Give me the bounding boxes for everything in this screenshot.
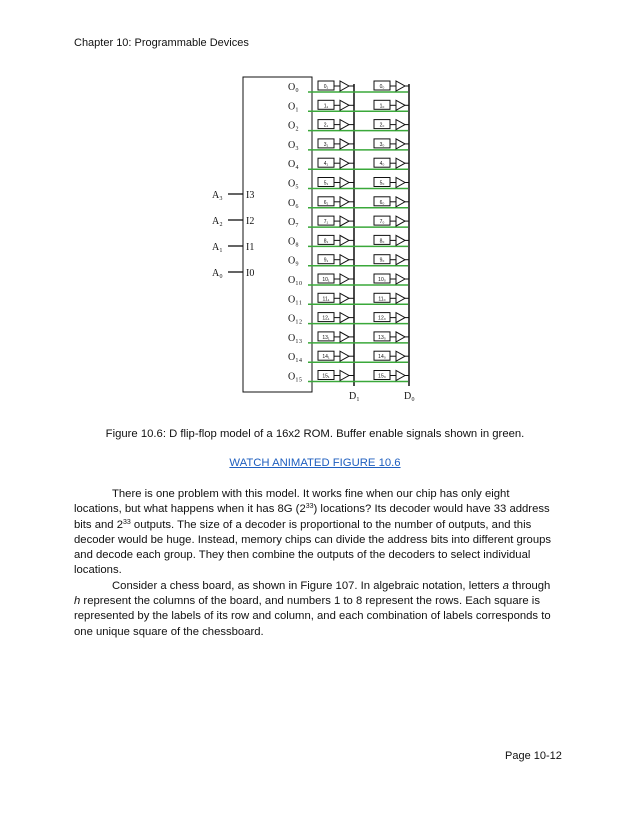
body-text [74, 487, 556, 640]
p2-text-c: represent the columns of the board, and numbers 1 to 8 represent the rows. Each square is represented by the labels of its row and column, and each combination of labels corresponds to one unique square of the chessboard. [74, 595, 551, 638]
decoder-output-label: O₅ [288, 178, 299, 190]
cell-label: 5₀ [379, 180, 385, 187]
decoder-input-pin: I2 [246, 216, 255, 227]
input-label: A₁ [212, 242, 223, 253]
decoder-output-label: O₈ [288, 236, 299, 248]
cell-label: 8₀ [379, 238, 385, 245]
decoder-output-label: O₄ [288, 159, 299, 171]
decoder-input-pin: I1 [246, 242, 255, 253]
tri-state-buffer-icon [340, 255, 349, 265]
tri-state-buffer-icon [396, 216, 405, 226]
decoder-output-label: O₁₁ [288, 294, 303, 306]
cell-label: 3₀ [379, 141, 385, 148]
tri-state-buffer-icon [340, 120, 349, 130]
watch-animated-figure-link[interactable]: WATCH ANIMATED FIGURE 10.6 [229, 457, 401, 469]
tri-state-buffer-icon [340, 235, 349, 245]
tri-state-buffer-icon [396, 158, 405, 168]
tri-state-buffer-icon [340, 197, 349, 207]
decoder-output-label: O₁₃ [288, 332, 303, 344]
p1-text-b: ) locations? Its decoder would have 33 address bits and 2 [74, 503, 550, 531]
cell-label: 4₁ [323, 161, 329, 168]
decoder-box [243, 77, 312, 392]
tri-state-buffer-icon [340, 100, 349, 110]
cell-label: 11₁ [322, 296, 330, 303]
p2-letter-a: a [502, 579, 509, 592]
cell-label: 15₀ [378, 373, 386, 380]
cell-label: 7₁ [323, 219, 329, 226]
tri-state-buffer-icon [340, 293, 349, 303]
tri-state-buffer-icon [340, 178, 349, 188]
tri-state-buffer-icon [396, 100, 405, 110]
cell-label: 1₁ [323, 103, 329, 110]
decoder-output-label: O₉ [288, 255, 299, 267]
cell-label: 14₀ [378, 354, 386, 361]
tri-state-buffer-icon [396, 197, 405, 207]
decoder-output-label: O₃ [288, 139, 299, 151]
cell-label: 13₀ [378, 334, 386, 341]
decoder-input-pin: I0 [246, 268, 255, 279]
p1-text-a: There is one problem with this model. It works fine when our chip has only eight locations, but what happens when it has 8G (2 [74, 488, 510, 516]
tri-state-buffer-icon [340, 274, 349, 284]
p2-text-b: through [508, 579, 551, 592]
cell-label: 6₁ [323, 199, 329, 206]
decoder-output-label: O₇ [288, 217, 299, 229]
tri-state-buffer-icon [396, 81, 405, 91]
p2-text-a: Consider a chess board, as shown in Figure 107. In algebraic notation, letters [112, 579, 503, 592]
cell-label: 3₁ [323, 141, 329, 148]
cell-label: 1₀ [379, 103, 385, 110]
page-number: Page 10-12 [505, 750, 562, 762]
tri-state-buffer-icon [396, 332, 405, 342]
decoder-output-label: O₆ [288, 197, 299, 209]
decoder-output-label: O₀ [288, 82, 299, 93]
p1-text-c: outputs. The size of a decoder is proportional to the number of outputs, and this decoder would be huge. Instead, memory chips can divide the address bits into different groups and decode each group. They then combine the outputs of the decoders to select individual locations. [74, 518, 552, 577]
paragraph-2 [74, 579, 556, 640]
cell-label: 12₁ [322, 315, 330, 322]
cell-label: 9₀ [379, 257, 385, 264]
tri-state-buffer-icon [396, 351, 405, 361]
tri-state-buffer-icon [396, 120, 405, 130]
tri-state-buffer-icon [340, 216, 349, 226]
cell-label: 10₀ [378, 277, 386, 283]
p2-letter-h: h [74, 595, 81, 608]
cell-label: 14₁ [322, 354, 330, 361]
tri-state-buffer-icon [396, 235, 405, 245]
tri-state-buffer-icon [396, 293, 405, 303]
cell-label: 7₀ [379, 219, 385, 226]
cell-label: 9₁ [323, 257, 329, 264]
decoder-output-label: O₁ [288, 101, 299, 113]
decoder-output-label: O₂ [288, 120, 299, 132]
tri-state-buffer-icon [340, 332, 349, 342]
tri-state-buffer-icon [340, 81, 349, 91]
p1-sup-1: 33 [305, 503, 314, 511]
chapter-header: Chapter 10: Programmable Devices [74, 37, 249, 49]
input-label: A₃ [212, 190, 223, 201]
tri-state-buffer-icon [396, 139, 405, 149]
cell-label: 6₀ [379, 199, 385, 206]
decoder-output-label: O₁₄ [288, 352, 303, 364]
tri-state-buffer-icon [396, 178, 405, 188]
cell-label: 15₁ [322, 373, 330, 380]
cell-label: 4₀ [379, 161, 385, 168]
p1-sup-2: 33 [123, 518, 131, 526]
data-output-label-d0: D₀ [404, 391, 415, 402]
tri-state-buffer-icon [340, 351, 349, 361]
cell-label: 10₁ [322, 277, 330, 283]
decoder-output-label: O₁₂ [288, 313, 303, 325]
decoder-output-label: O₁₀ [288, 275, 303, 286]
tri-state-buffer-icon [340, 313, 349, 323]
cell-label: 12₀ [378, 315, 386, 322]
cell-label: 5₁ [323, 180, 329, 187]
figure-caption: Figure 10.6: D flip-flop model of a 16x2 ROM. Buffer enable signals shown in green. [105, 428, 525, 440]
decoder-input-pin: I3 [246, 190, 255, 201]
tri-state-buffer-icon [340, 139, 349, 149]
cell-label: 2₀ [379, 122, 385, 129]
cell-label: 0₁ [323, 84, 329, 90]
tri-state-buffer-icon [340, 371, 349, 381]
cell-label: 11₀ [378, 296, 386, 303]
decoder-output-label: O₁₅ [288, 371, 303, 383]
tri-state-buffer-icon [396, 255, 405, 265]
cell-label: 2₁ [323, 122, 329, 129]
input-label: A₀ [212, 268, 223, 279]
paragraph-1 [74, 487, 556, 579]
tri-state-buffer-icon [340, 158, 349, 168]
cell-label: 8₁ [323, 238, 329, 245]
input-label: A₂ [212, 216, 223, 227]
cell-label: 0₀ [379, 84, 385, 90]
tri-state-buffer-icon [396, 313, 405, 323]
tri-state-buffer-icon [396, 371, 405, 381]
cell-label: 13₁ [322, 334, 330, 341]
tri-state-buffer-icon [396, 274, 405, 284]
data-output-label-d1: D₁ [349, 391, 360, 402]
